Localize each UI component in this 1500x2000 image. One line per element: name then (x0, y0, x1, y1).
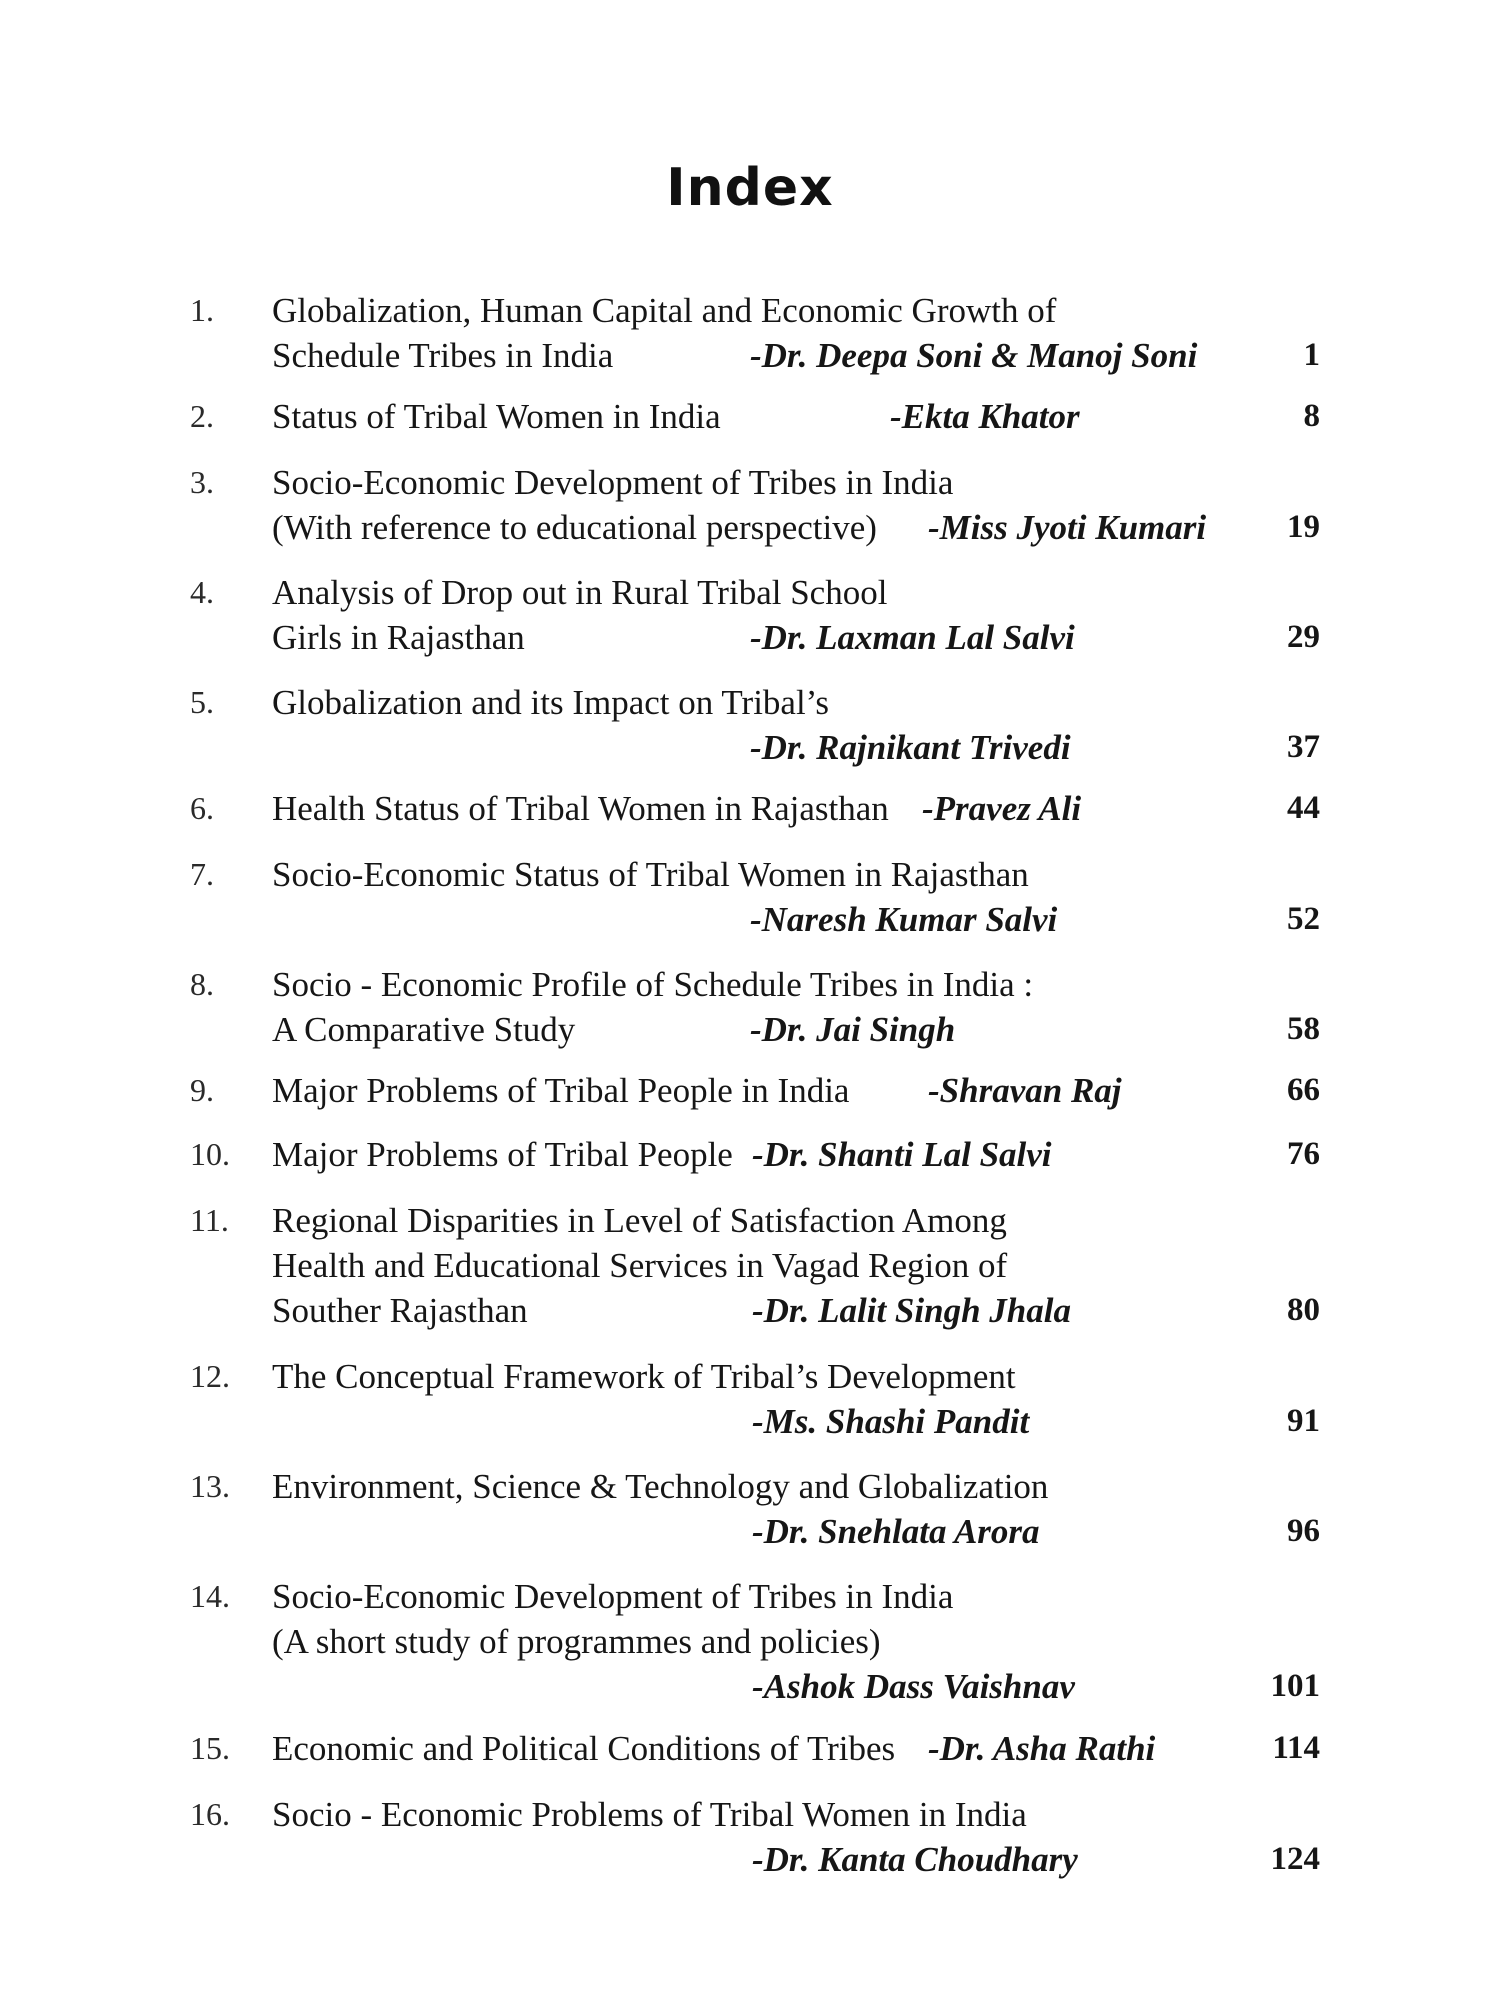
entry-number: 9. (190, 1072, 214, 1108)
entry-title-line: Socio - Economic Problems of Tribal Women in India (272, 1795, 1027, 1834)
entry-author: -Dr. Kanta Choudhary (752, 1840, 1078, 1879)
entry-author: -Miss Jyoti Kumari (928, 508, 1207, 547)
entry-page-number: 29 (1287, 619, 1320, 655)
entry-title-line: Analysis of Drop out in Rural Tribal School (272, 573, 888, 612)
entry-title-line: Economic and Political Conditions of Tribes (272, 1729, 896, 1768)
entry-author: -Dr. Snehlata Arora (752, 1512, 1040, 1551)
entry-number: 11. (190, 1202, 229, 1238)
entry-page-number: 52 (1287, 901, 1320, 937)
entry-page-number: 91 (1287, 1403, 1320, 1439)
entry-title-line: Schedule Tribes in India (272, 336, 614, 375)
entry-number: 16. (190, 1796, 230, 1832)
entry-title-line: Major Problems of Tribal People in India (272, 1071, 850, 1110)
entry-author: -Ms. Shashi Pandit (752, 1402, 1030, 1441)
entry-page-number: 44 (1287, 790, 1320, 826)
entry-number: 8. (190, 966, 214, 1002)
entry-number: 10. (190, 1136, 230, 1172)
entry-title-line: Socio-Economic Development of Tribes in India (272, 463, 954, 502)
entry-page-number: 80 (1287, 1292, 1320, 1328)
entry-page-number: 1 (1303, 337, 1320, 373)
entry-page-number: 66 (1287, 1072, 1320, 1108)
entry-number: 2. (190, 398, 214, 434)
entry-number: 4. (190, 574, 214, 610)
entry-title-line: Socio-Economic Status of Tribal Women in Rajasthan (272, 855, 1029, 894)
entry-author: -Dr. Asha Rathi (928, 1729, 1156, 1768)
entry-number: 5. (190, 684, 214, 720)
entry-page-number: 114 (1272, 1730, 1320, 1766)
entry-author: -Dr. Jai Singh (750, 1010, 956, 1049)
entry-author: -Dr. Lalit Singh Jhala (752, 1291, 1071, 1330)
entry-number: 7. (190, 856, 214, 892)
entry-number: 12. (190, 1358, 230, 1394)
entry-author: -Ekta Khator (890, 397, 1080, 436)
entry-number: 14. (190, 1578, 230, 1614)
entry-author: -Pravez Ali (922, 789, 1082, 828)
entry-author: -Dr. Shanti Lal Salvi (752, 1135, 1052, 1174)
entry-author: -Dr. Rajnikant Trivedi (750, 728, 1071, 767)
entry-page-number: 101 (1270, 1668, 1320, 1704)
entry-title-line: Status of Tribal Women in India (272, 397, 721, 436)
entry-author: -Dr. Deepa Soni & Manoj Soni (750, 336, 1198, 375)
entry-author: -Shravan Raj (928, 1071, 1122, 1110)
entry-number: 6. (190, 790, 214, 826)
entry-number: 1. (190, 292, 214, 328)
entry-title-line: Major Problems of Tribal People (272, 1135, 733, 1174)
entry-title-line: The Conceptual Framework of Tribal’s Development (272, 1357, 1016, 1396)
entry-title-line: Globalization and its Impact on Tribal’s (272, 683, 830, 722)
entry-title-line: Globalization, Human Capital and Economic Growth of (272, 291, 1057, 330)
entry-title-line: A Comparative Study (272, 1010, 576, 1049)
entry-page-number: 124 (1270, 1841, 1320, 1877)
entry-page-number: 19 (1287, 509, 1320, 545)
entry-title-line: Health and Educational Services in Vagad Region of (272, 1246, 1008, 1285)
entry-title-line: Environment, Science & Technology and Globalization (272, 1467, 1049, 1506)
entry-title-line: Socio - Economic Profile of Schedule Tribes in India : (272, 965, 1034, 1004)
entry-author: -Ashok Dass Vaishnav (752, 1667, 1075, 1706)
entry-title-line: Souther Rajasthan (272, 1291, 528, 1330)
page-title: Index (666, 158, 834, 218)
entry-number: 13. (190, 1468, 230, 1504)
entry-page-number: 8 (1303, 398, 1320, 434)
entry-title-line: Regional Disparities in Level of Satisfaction Among (272, 1201, 1007, 1240)
entry-title-line: (A short study of programmes and policies) (272, 1622, 881, 1661)
entry-page-number: 96 (1287, 1513, 1320, 1549)
entry-title-line: Health Status of Tribal Women in Rajasthan (272, 789, 889, 828)
entry-number: 15. (190, 1730, 230, 1766)
entry-number: 3. (190, 464, 214, 500)
entry-page-number: 58 (1287, 1011, 1320, 1047)
entry-title-line: Girls in Rajasthan (272, 618, 525, 657)
entry-page-number: 76 (1287, 1136, 1320, 1172)
entry-page-number: 37 (1287, 729, 1320, 765)
entry-title-line: Socio-Economic Development of Tribes in India (272, 1577, 954, 1616)
entry-author: -Dr. Laxman Lal Salvi (750, 618, 1075, 657)
entry-title-line: (With reference to educational perspective) (272, 508, 877, 547)
entry-author: -Naresh Kumar Salvi (750, 900, 1058, 939)
